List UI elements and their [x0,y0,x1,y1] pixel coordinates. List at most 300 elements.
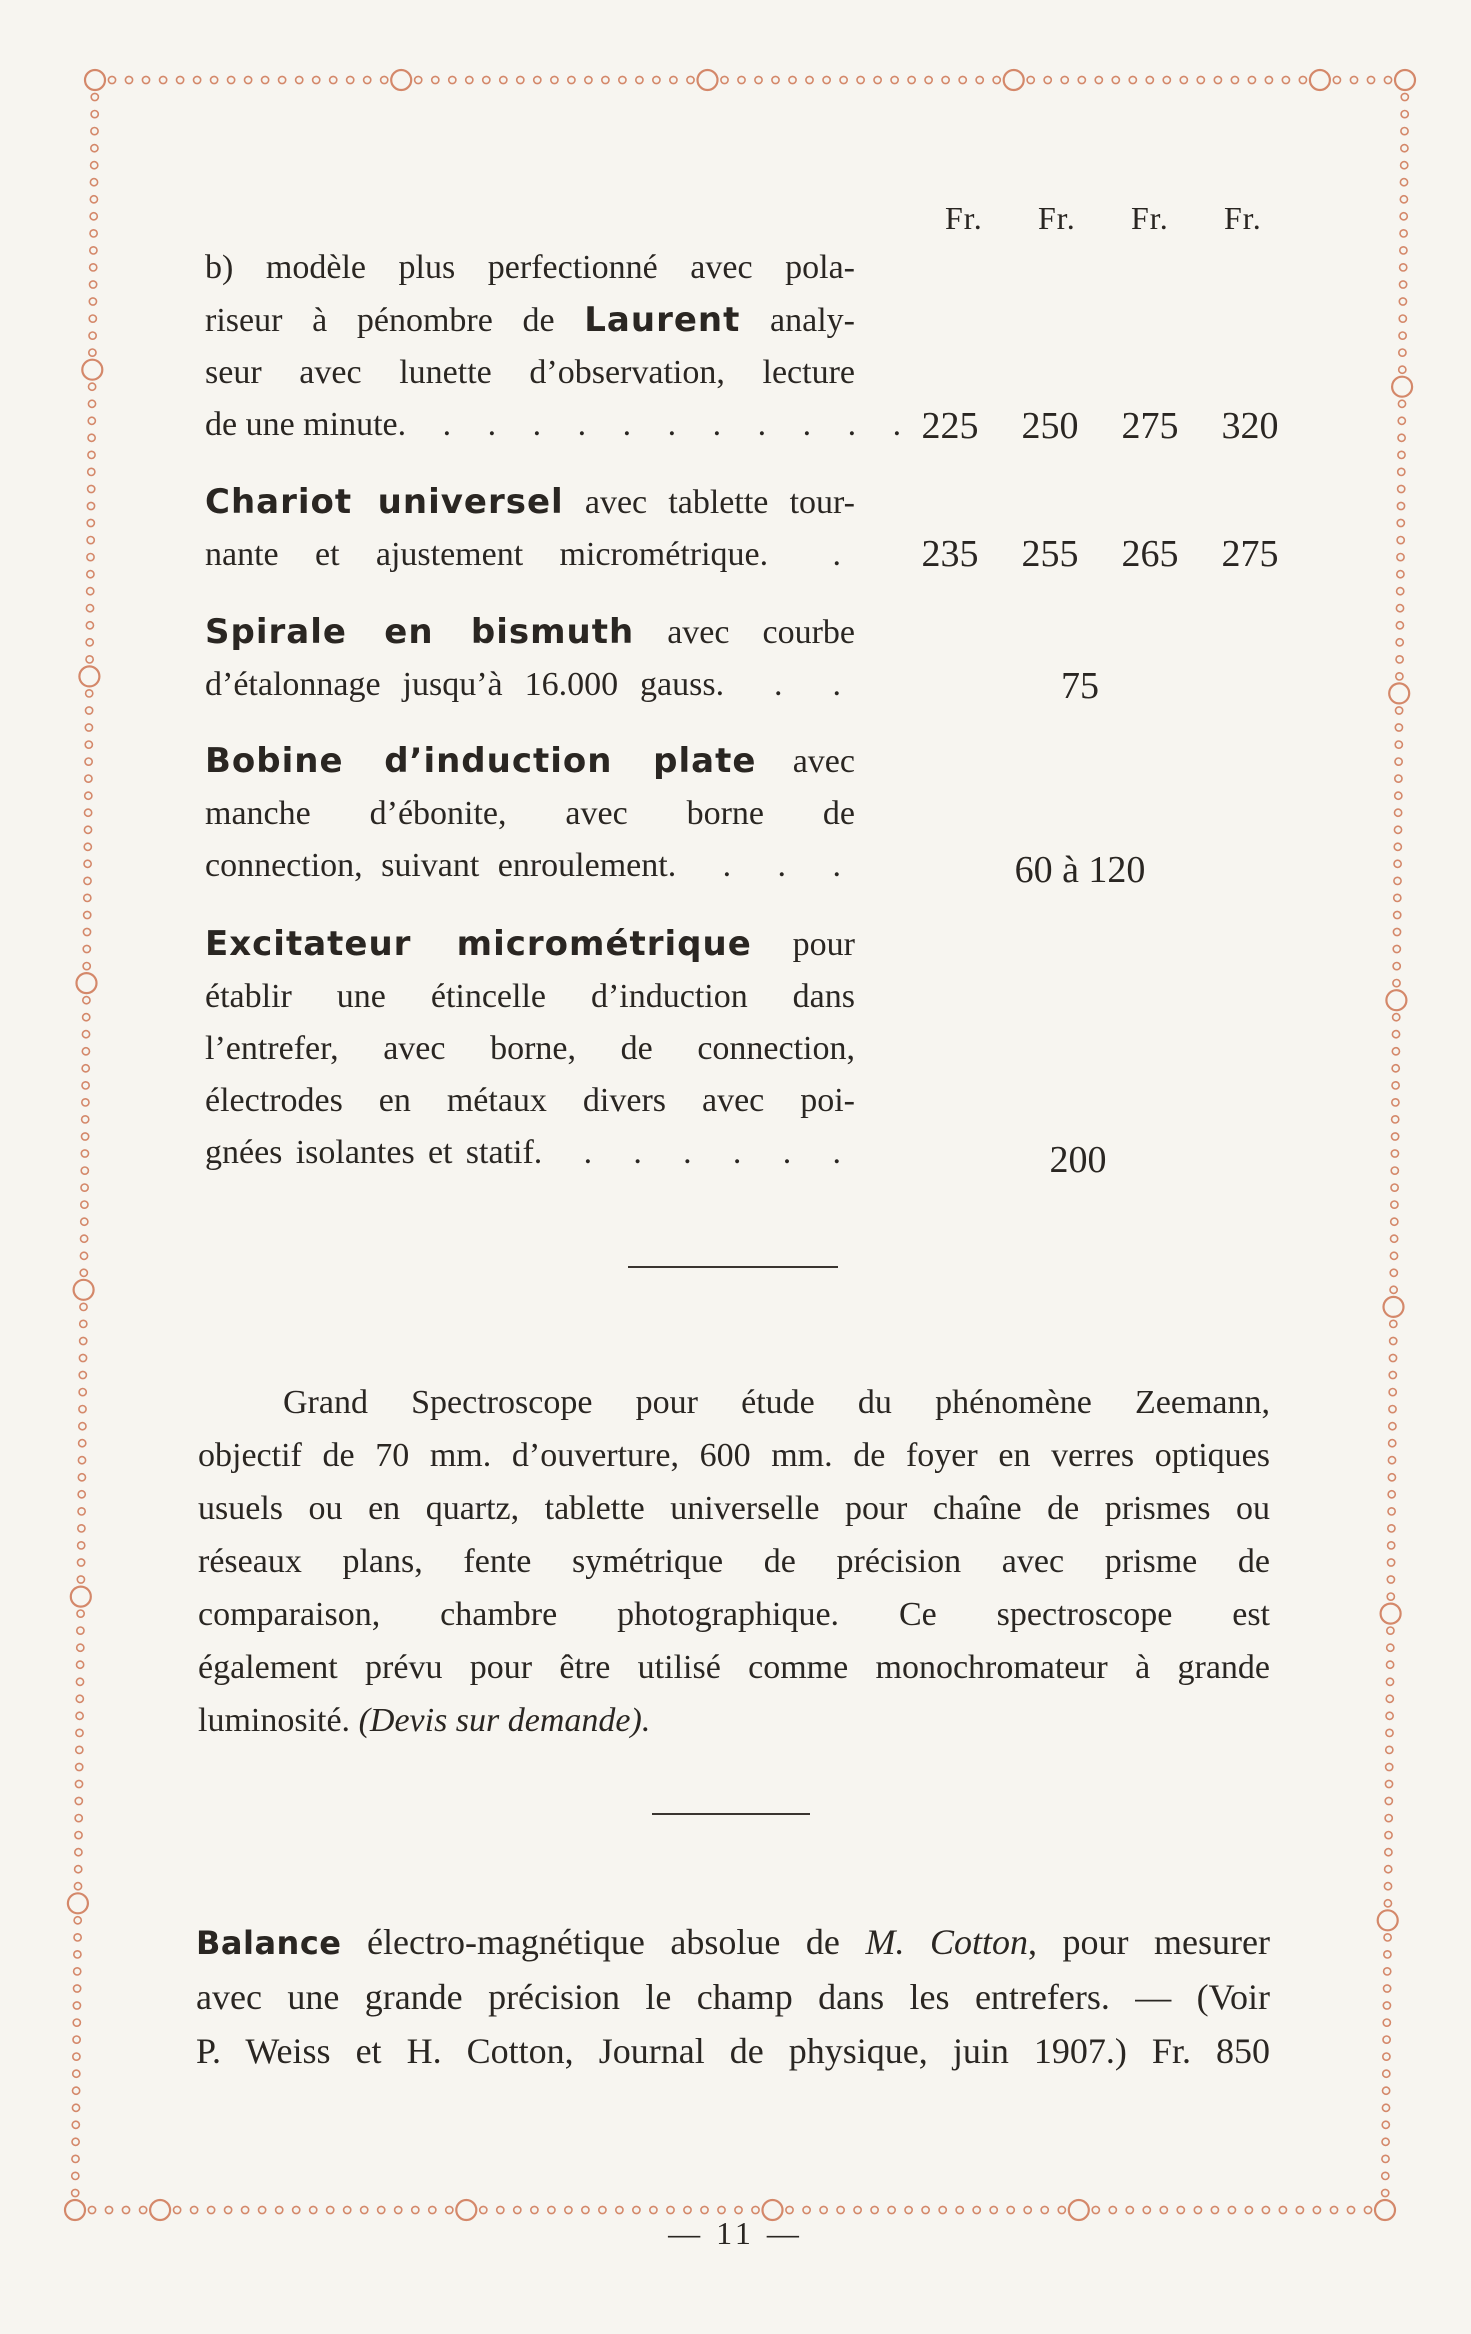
border-dot [1386,1729,1393,1736]
border-dot [531,2206,538,2213]
border-dot [1387,1644,1394,1651]
border-dot [1384,1900,1391,1907]
border-dot [89,349,96,356]
border-dot [1382,2121,1389,2128]
border-dot [81,1184,88,1191]
item-line: électrodes en métaux divers avec poi- [205,1082,855,1119]
border-dot [735,2206,742,2213]
border-dot [174,2206,181,2213]
border-dot [90,179,97,186]
border-dot [483,76,490,83]
border-dot [1392,1116,1399,1123]
border-dot [1384,1985,1391,1992]
border-dot [599,2206,606,2213]
border-dot [74,1968,81,1975]
item-name: Bobine d’induction plate [205,741,757,781]
border-dot [432,76,439,83]
border-dot [160,76,167,83]
item-excitateur [205,918,855,1179]
border-dot [1399,349,1406,356]
border-dot [1398,400,1405,407]
border-dot [412,2206,419,2213]
border-dot [1387,1593,1394,1600]
border-dot [86,690,93,697]
border-dot [973,2206,980,2213]
border-dot [1382,2172,1389,2179]
border-dot [837,2206,844,2213]
border-dot [1393,928,1400,935]
border-dot [1392,1099,1399,1106]
item-line: b) modèle plus perfectionné avec pola- [205,249,855,286]
border-dot [87,502,94,509]
border-dot [1386,1695,1393,1702]
border-dot [79,1354,86,1361]
item-name: Balance [196,1924,342,1962]
border-dot [1400,179,1407,186]
item-name: Chariot universel [205,482,564,522]
border-dot [76,1678,83,1685]
border-dot [80,1303,87,1310]
border-dot [990,2206,997,2213]
border-dot [83,928,90,935]
border-dot [939,2206,946,2213]
border-dot [1390,1320,1397,1327]
border-dot [88,434,95,441]
border-dot [551,76,558,83]
border-dot [105,2206,112,2213]
border-dot [72,2172,79,2179]
border-dot [81,1167,88,1174]
border-dot [77,1627,84,1634]
border-dot [585,76,592,83]
item-line: d’étalonnage jusqu’à 16.000 gauss. . . [205,666,855,703]
border-dot [701,2206,708,2213]
border-dot [1394,826,1401,833]
item-line: de une minute. . . . . . . . . . . . [205,406,916,443]
border-dot [76,1695,83,1702]
border-dot [1398,417,1405,424]
border-dot [91,145,98,152]
border-dot [78,1508,85,1515]
price-header-1: Fr. [945,200,983,236]
border-dot [1387,1661,1394,1668]
border-dot [1248,76,1255,83]
price-header-3: Fr. [1131,200,1169,236]
border-dot [1384,1951,1391,1958]
border-dot [1390,1269,1397,1276]
border-dot [74,1951,81,1958]
border-dot [1388,1525,1395,1532]
border-dot [1388,1491,1395,1498]
price-value: 320 [1221,405,1279,447]
price-header-2: Fr. [1038,200,1076,236]
border-dot [1389,1440,1396,1447]
border-dot [75,1849,82,1856]
border-dot [1313,2206,1320,2213]
border-dot [1109,2206,1116,2213]
border-dot [79,1371,86,1378]
border-dot [1392,1065,1399,1072]
border-dot [208,2206,215,2213]
border-ring [1392,377,1412,397]
border-dot [1299,76,1306,83]
price-value: 275 [1221,533,1279,575]
border-dot [1400,264,1407,271]
border-dot [1384,76,1391,83]
border-dot [1400,213,1407,220]
border-dot [565,2206,572,2213]
border-dot [1387,1627,1394,1634]
border-dot [1126,2206,1133,2213]
border-ring [1378,1910,1398,1930]
border-dot [259,2206,266,2213]
border-dot [1384,1934,1391,1941]
border-dot [1385,1832,1392,1839]
border-dot [1384,1883,1391,1890]
border-dot [85,724,92,731]
balance-paragraph [196,1915,1270,2078]
border-dot [976,76,983,83]
border-dot [1262,2206,1269,2213]
border-dot [1383,2087,1390,2094]
border-dot [1391,1218,1398,1225]
border-dot [959,76,966,83]
border-dot [1007,2206,1014,2213]
border-dot [90,281,97,288]
border-dot [548,2206,555,2213]
border-dot [82,1133,89,1140]
item-name: Spirale en bismuth [205,612,635,652]
border-dot [840,76,847,83]
border-dot [85,792,92,799]
border-dot [1388,1542,1395,1549]
border-dot [87,519,94,526]
border-dot [942,76,949,83]
border-dot [80,1320,87,1327]
border-dot [177,76,184,83]
item-spirale [205,606,855,711]
border-dot [80,1337,87,1344]
item-name: Laurent [584,300,741,340]
border-dot [83,945,90,952]
border-dot [88,451,95,458]
border-ring [82,360,102,380]
border-dot [89,315,96,322]
border-dot [84,894,91,901]
paragraph-line: comparaison, chambre photographique. Ce spectroscope est [198,1596,1270,1633]
price-value: 60 à 120 [1014,849,1146,891]
border-dot [1386,1678,1393,1685]
border-dot [81,1218,88,1225]
border-dot [78,1542,85,1549]
border-dot [82,1031,89,1038]
paragraph-line: P. Weiss et H. Cotton, Journal de physique, juin 1907.) Fr. 850 [196,2031,1270,2071]
paragraph-line: réseaux plans, fente symétrique de précision avec prisme de [198,1543,1270,1580]
border-dot [75,1780,82,1787]
border-dot [650,2206,657,2213]
border-dot [91,93,98,100]
border-dot [1194,2206,1201,2213]
border-dot [83,1014,90,1021]
border-dot [262,76,269,83]
border-dot [86,605,93,612]
border-dot [1398,434,1405,441]
border-dot [140,2206,147,2213]
border-dot [1386,1763,1393,1770]
border-dot [1399,298,1406,305]
border-dot [1177,2206,1184,2213]
border-dot [1393,963,1400,970]
border-dot [1129,76,1136,83]
border-dot [1231,76,1238,83]
border-corner-ring [85,70,105,90]
border-ring [71,1587,91,1607]
border-dot [905,2206,912,2213]
border-dot [789,76,796,83]
border-dot [1388,1559,1395,1566]
border-dot [1279,2206,1286,2213]
border-dot [1396,639,1403,646]
border-dot [90,213,97,220]
border-dot [480,2206,487,2213]
border-dot [1333,76,1340,83]
item-chariot [205,476,855,581]
border-dot [381,76,388,83]
border-dot [79,1406,86,1413]
border-dot [1385,1849,1392,1856]
price-value: 250 [1021,405,1079,447]
border-dot [1265,76,1272,83]
border-dot [1391,1167,1398,1174]
border-dot [871,2206,878,2213]
border-dot [74,1985,81,1992]
border-dot [1383,2070,1390,2077]
border-dot [568,76,575,83]
item-line: riseur à pénombre de Laurent analy- [205,300,856,340]
item-polariscope [205,242,916,451]
border-dot [854,2206,861,2213]
border-dot [82,1099,89,1106]
border-dot [1389,1406,1396,1413]
border-dot [1388,1508,1395,1515]
border-dot [667,2206,674,2213]
border-dot [429,2206,436,2213]
border-dot [1395,758,1402,765]
border-dot [1385,1866,1392,1873]
border-corner-ring [1395,70,1415,90]
border-dot [1392,1048,1399,1055]
border-dot [449,76,456,83]
border-dot [310,2206,317,2213]
border-dot [85,758,92,765]
border-dot [1395,775,1402,782]
border-dot [1398,485,1405,492]
price-value: 255 [1021,533,1079,575]
border-dot [1400,281,1407,288]
item-line: établir une étincelle d’induction dans [205,978,855,1015]
price-value: 275 [1121,405,1179,447]
border-dot [922,2206,929,2213]
border-dot [1389,1371,1396,1378]
border-dot [76,1729,83,1736]
border-dot [1214,76,1221,83]
border-dot [242,2206,249,2213]
border-dot [225,2206,232,2213]
border-dot [1367,76,1374,83]
border-dot [752,2206,759,2213]
border-dot [1330,2206,1337,2213]
border-dot [1027,76,1034,83]
border-dot [1389,1423,1396,1430]
border-dot [86,639,93,646]
border-dot [1044,76,1051,83]
border-dot [500,76,507,83]
border-dot [1395,741,1402,748]
border-dot [1397,502,1404,509]
border-dot [1397,519,1404,526]
border-dot [84,860,91,867]
border-dot [1392,1133,1399,1140]
border-dot [1385,1815,1392,1822]
paragraph-line: avec une grande précision le champ dans les entrefers. — (Voir [196,1977,1270,2017]
border-dot [75,1797,82,1804]
border-dot [755,76,762,83]
border-dot [85,775,92,782]
border-dot [1396,673,1403,680]
price-value: 200 [1049,1139,1107,1181]
border-dot [1395,792,1402,799]
border-dot [1391,1150,1398,1157]
border-dot [857,76,864,83]
paragraph-line: Grand Spectroscope pour étude du phénomène Zeemann, [283,1384,1270,1421]
border-dot [1397,588,1404,595]
border-dot [1396,656,1403,663]
border-dot [78,1474,85,1481]
border-dot [1401,162,1408,169]
border-dot [1395,809,1402,816]
border-dot [1394,894,1401,901]
item-line: nante et ajustement micrométrique. . [205,536,856,573]
border-dot [1397,537,1404,544]
border-dot [1382,2189,1389,2196]
border-dot [361,2206,368,2213]
border-dot [1296,2206,1303,2213]
border-dot [90,196,97,203]
border-dot [1399,366,1406,373]
border-dot [296,76,303,83]
border-dot [276,2206,283,2213]
border-dot [514,2206,521,2213]
border-dot [1197,76,1204,83]
border-dot [1389,1354,1396,1361]
border-dot [534,76,541,83]
border-dot [1383,2019,1390,2026]
border-dot [1383,2053,1390,2060]
border-dot [1401,111,1408,118]
border-dot [653,76,660,83]
separator-rule [628,1266,838,1268]
border-dot [191,2206,198,2213]
item-line: Bobine d’induction plate avec [205,741,855,781]
border-dot [378,2206,385,2213]
border-dot [786,2206,793,2213]
border-dot [72,2155,79,2162]
item-line: Chariot universel avec tablette tour- [205,482,855,522]
page-number: — 11 — [668,2215,803,2251]
border-dot [1400,230,1407,237]
border-dot [602,76,609,83]
price-header-4: Fr. [1224,200,1262,236]
border-dot [211,76,218,83]
border-dot [803,2206,810,2213]
paragraph-line: objectif de 70 mm. d’ouverture, 600 mm. de foyer en verres optiques [198,1437,1270,1474]
border-dot [85,741,92,748]
border-dot [1395,724,1402,731]
border-dot [684,2206,691,2213]
item-bobine [205,735,855,892]
border-dot [91,162,98,169]
border-dot [77,1576,84,1583]
border-dot [91,128,98,135]
paragraph-line: luminosité. (Devis sur demande). [198,1702,651,1739]
border-dot [721,76,728,83]
border-dot [344,2206,351,2213]
border-dot [1095,76,1102,83]
border-dot [87,554,94,561]
item-name: Excitateur micrométrique [205,924,752,964]
border-dot [925,76,932,83]
border-dot [76,1746,83,1753]
border-dot [77,1610,84,1617]
border-dot [194,76,201,83]
border-dot [1163,76,1170,83]
border-dot [1391,1184,1398,1191]
border-dot [415,76,422,83]
border-dot [1228,2206,1235,2213]
border-dot [497,2206,504,2213]
border-dot [1382,2138,1389,2145]
border-dot [1386,1746,1393,1753]
border-dot [84,911,91,918]
border-dot [82,1116,89,1123]
border-dot [1024,2206,1031,2213]
border-dot [1392,1082,1399,1089]
border-dot [83,997,90,1004]
border-dot [1397,571,1404,578]
border-dot [1383,2002,1390,2009]
border-dot [293,2206,300,2213]
border-dot [77,1661,84,1668]
border-dot [88,468,95,475]
border-dot [327,2206,334,2213]
border-dot [1388,1457,1395,1464]
border-dot [687,76,694,83]
border-dot [75,1866,82,1873]
item-line: manche d’ébonite, avec borne de [205,795,855,832]
item-line: l’entrefer, avec borne, de connection, [205,1030,855,1067]
border-dot [1393,980,1400,987]
border-dot [125,76,132,83]
border-ring [391,70,411,90]
border-dot [84,843,91,850]
border-dot [1112,76,1119,83]
border-dot [79,1440,86,1447]
border-dot [1400,247,1407,254]
border-ring [1389,683,1409,703]
border-dot [74,1917,81,1924]
border-ring [77,973,97,993]
border-dot [74,1883,81,1890]
